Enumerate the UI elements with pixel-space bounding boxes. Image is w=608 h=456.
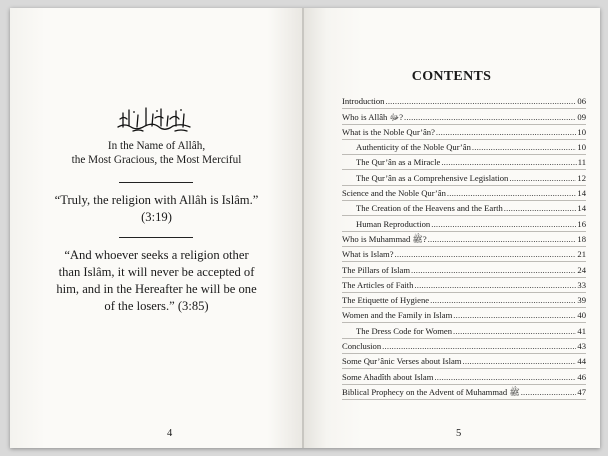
- toc-entry-page: 16: [577, 218, 586, 229]
- toc-entry[interactable]: [342, 323, 586, 338]
- basmala-calligraphy-icon: [115, 105, 193, 133]
- toc-entry-page: 24: [577, 264, 586, 275]
- basmala-line: In the Name of Allâh,: [107, 140, 206, 152]
- toc-entry-label: The Etiquette of Hygiene: [342, 295, 430, 306]
- toc-leader-dots: [453, 326, 576, 337]
- toc-entry-label: The Qur’ân as a Comprehensive Legislation: [356, 172, 509, 183]
- toc-entry-page: 11: [577, 157, 586, 168]
- basmala-caption: [10, 139, 303, 167]
- toc-leader-dots: [441, 157, 576, 168]
- toc-leader-dots: [404, 112, 576, 123]
- toc-entry[interactable]: [342, 278, 586, 293]
- toc-entry-label: Who is Muhammad ﷺ?: [342, 233, 427, 244]
- toc-entry-page: 10: [577, 126, 586, 137]
- toc-entry[interactable]: [342, 232, 586, 247]
- toc-entry[interactable]: [342, 339, 586, 354]
- toc-entry-label: The Articles of Faith: [342, 279, 414, 290]
- left-page: [10, 8, 303, 448]
- toc-leader-dots: [430, 295, 576, 306]
- toc-entry-page: 10: [577, 142, 586, 153]
- toc-leader-dots: [382, 341, 576, 352]
- toc-entry-page: 44: [577, 356, 586, 367]
- toc-entry-label: Some Ahadîth about Islam: [342, 371, 434, 382]
- toc-entry[interactable]: [342, 170, 586, 185]
- toc-entry-page: 39: [577, 295, 586, 306]
- verse-line: (3:19): [141, 210, 172, 224]
- toc-leader-dots: [504, 203, 577, 214]
- toc-entry-page: 06: [577, 96, 586, 107]
- verse-line: of the losers.” (3:85): [104, 299, 209, 313]
- toc-entry[interactable]: [342, 201, 586, 216]
- toc-entry-label: Introduction: [342, 96, 385, 107]
- toc-entry-label: Conclusion: [342, 341, 382, 352]
- toc-entry-page: 12: [577, 172, 586, 183]
- verse-line: than Islâm, it will never be accepted of: [58, 265, 255, 279]
- toc-entry-label: The Pillars of Islam: [342, 264, 411, 275]
- right-page: [303, 8, 600, 448]
- toc-leader-dots: [431, 219, 576, 230]
- page-number: 4: [167, 428, 173, 439]
- toc-leader-dots: [521, 387, 577, 398]
- toc-leader-dots: [395, 249, 577, 260]
- toc-entry-page: 43: [577, 341, 586, 352]
- toc-entry[interactable]: [342, 216, 586, 231]
- verse-quote-3-85: [10, 247, 303, 315]
- toc-entry-page: 46: [577, 371, 586, 382]
- toc-leader-dots: [447, 188, 577, 199]
- toc-entry-page: 21: [577, 249, 586, 260]
- toc-entry[interactable]: [342, 293, 586, 308]
- toc-entry[interactable]: [342, 140, 586, 155]
- toc-entry[interactable]: [342, 262, 586, 277]
- toc-leader-dots: [509, 173, 576, 184]
- verse-quote-3-19: [10, 192, 303, 226]
- toc-entry-label: The Dress Code for Women: [356, 325, 453, 336]
- toc-leader-dots: [453, 310, 576, 321]
- book-spread: [10, 8, 600, 448]
- toc-leader-dots: [434, 372, 576, 383]
- verse-line: “Truly, the religion with Allâh is Islâm.”: [54, 193, 259, 207]
- toc-entry-page: 18: [577, 233, 586, 244]
- toc-leader-dots: [428, 234, 577, 245]
- toc-entry[interactable]: [342, 186, 586, 201]
- toc-entry[interactable]: [342, 125, 586, 140]
- toc-leader-dots: [411, 265, 576, 276]
- toc-entry-page: 14: [577, 188, 586, 199]
- divider-rule: [119, 237, 193, 238]
- toc-entry[interactable]: [342, 109, 586, 124]
- toc-entry-page: 33: [577, 279, 586, 290]
- toc-entry-label: Authenticity of the Noble Qur’ân: [356, 142, 471, 153]
- toc-leader-dots: [436, 127, 576, 138]
- verse-line: “And whoever seeks a religion other: [64, 248, 249, 262]
- page-number: 5: [456, 428, 462, 439]
- table-of-contents: [342, 94, 586, 400]
- toc-entry[interactable]: [342, 94, 586, 109]
- toc-entry-label: Women and the Family in Islam: [342, 310, 453, 321]
- book-gutter: [302, 8, 304, 448]
- toc-entry-label: Who is Allâh ﷻ?: [342, 111, 404, 122]
- toc-leader-dots: [463, 356, 577, 367]
- verse-line: him, and in the Hereafter he will be one: [56, 282, 257, 296]
- toc-entry-label: Some Qur’ânic Verses about Islam: [342, 356, 462, 367]
- toc-entry[interactable]: [342, 155, 586, 170]
- toc-entry-label: The Creation of the Heavens and the Earth: [356, 203, 503, 214]
- toc-leader-dots: [385, 96, 576, 107]
- divider-rule: [119, 182, 193, 183]
- toc-entry-page: 41: [577, 325, 586, 336]
- toc-entry-page: 09: [577, 111, 586, 122]
- toc-entry[interactable]: [342, 369, 586, 384]
- toc-entry[interactable]: [342, 247, 586, 262]
- basmala-line: the Most Gracious, the Most Merciful: [71, 154, 242, 166]
- toc-entry-label: Biblical Prophecy on the Advent of Muhammad ﷺ: [342, 386, 520, 397]
- toc-entry-label: Science and the Noble Qur’ân: [342, 188, 446, 199]
- toc-entry-page: 47: [577, 386, 586, 397]
- toc-entry-label: What is the Noble Qur’ân?: [342, 126, 435, 137]
- toc-leader-dots: [472, 142, 577, 153]
- toc-entry-label: The Qur’ân as a Miracle: [356, 157, 441, 168]
- toc-entry[interactable]: [342, 308, 586, 323]
- toc-entry[interactable]: [342, 385, 586, 400]
- toc-entry-label: Human Reproduction: [356, 218, 431, 229]
- toc-entry[interactable]: [342, 354, 586, 369]
- contents-title: CONTENTS: [411, 69, 492, 84]
- toc-entry-label: What is Islam?: [342, 249, 394, 260]
- toc-entry-page: 40: [577, 310, 586, 321]
- toc-leader-dots: [414, 280, 576, 291]
- toc-entry-page: 14: [577, 203, 586, 214]
